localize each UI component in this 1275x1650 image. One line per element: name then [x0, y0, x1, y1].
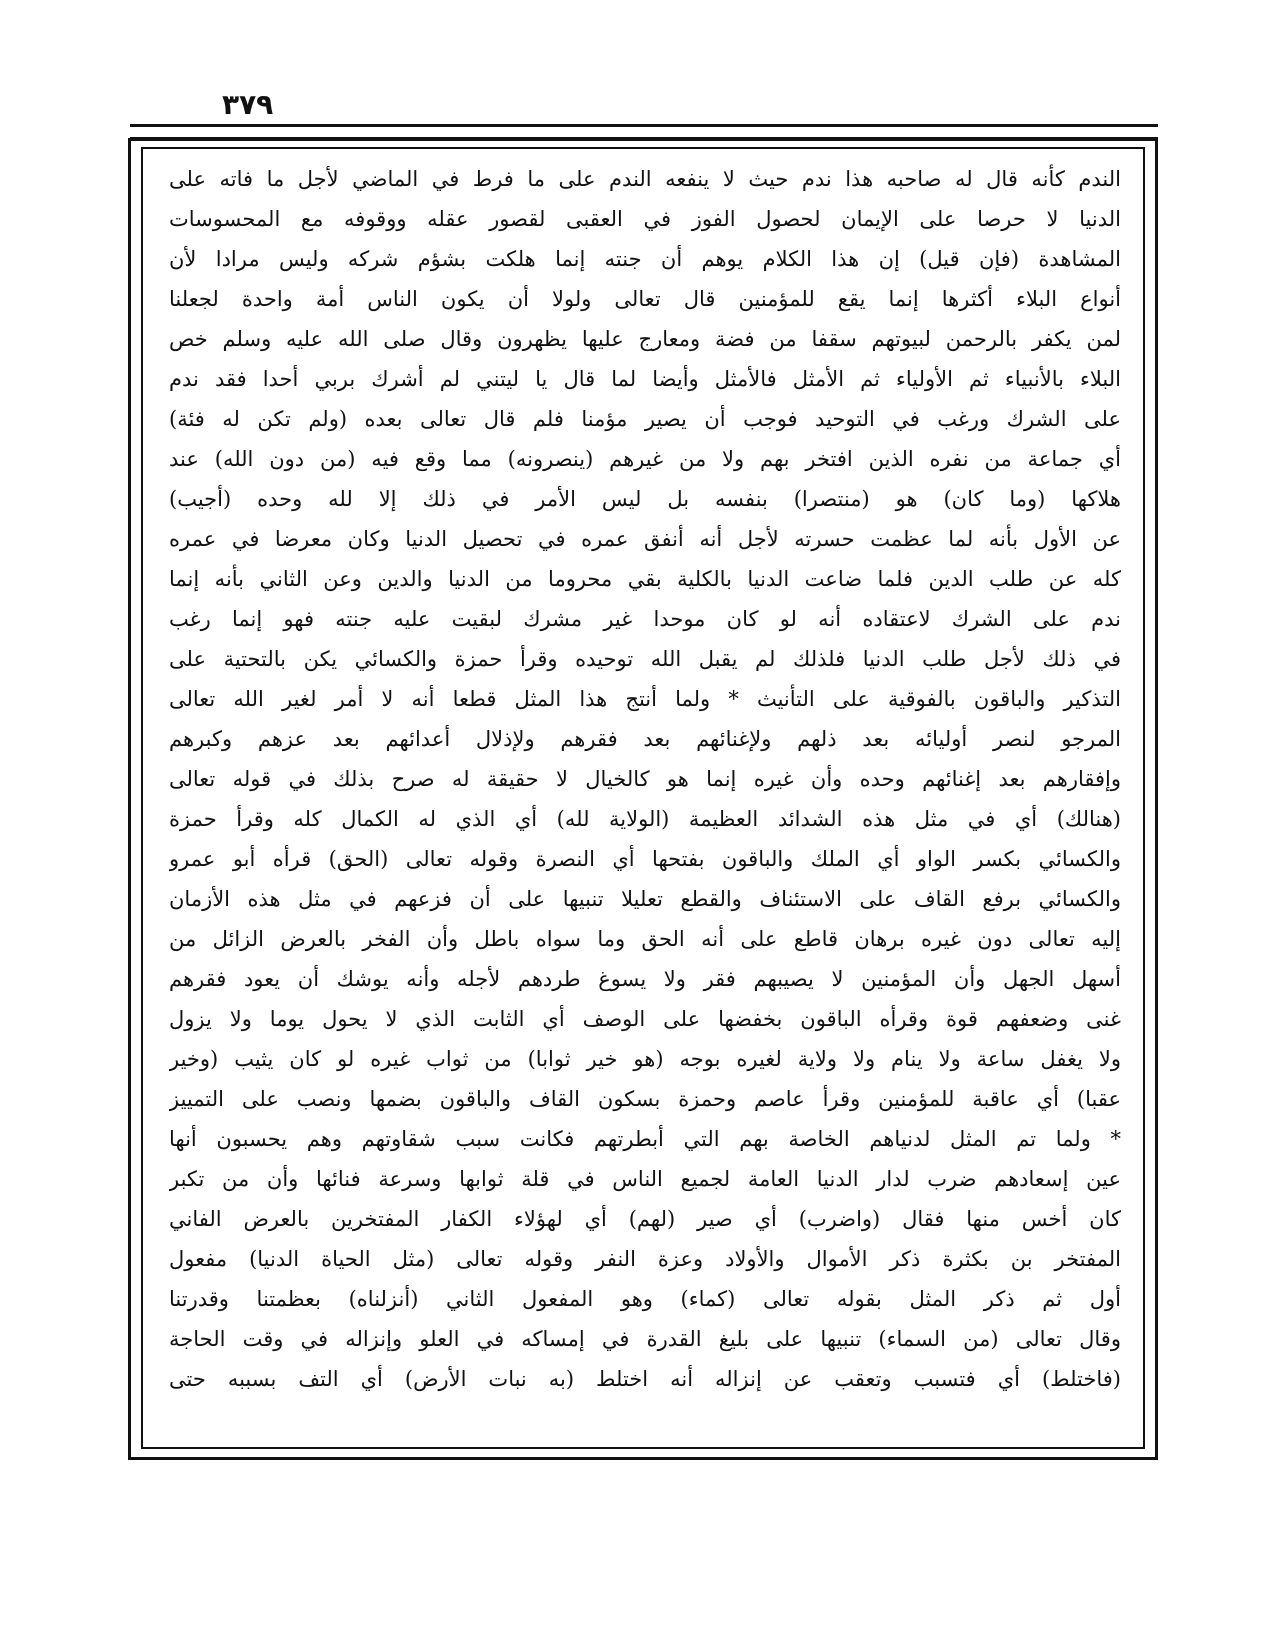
text-line: على الشرك ورغب في التوحيد فوجب أن يصير مؤمنا فلم قال تعالى بعده (ولم تكن له فئة) — [169, 407, 1121, 431]
text-line: * ولما تم المثل لدنياهم الخاصة بهم التي أبطرتهم فكانت سبب شقاوتهم وهم يحسبون أنها — [169, 1127, 1121, 1151]
text-line: المشاهدة (فإن قيل) إن هذا الكلام يوهم أن جنته إنما هلكت بشؤم شركه وليس مرادا لأن — [169, 247, 1121, 271]
text-line: أي جماعة من نفره الذين افتخر بهم ولا من غيرهم (ينصرونه) مما وقع فيه (من دون الله) عند — [169, 447, 1121, 471]
text-line: كله عن طلب الدين فلما ضاعت الدنيا بالكلية بقي محروما من الدنيا والدين وعن الثاني بأنه إنما — [169, 567, 1121, 591]
text-line: المرجو لنصر أوليائه بعد ذلهم ولإغنائهم بعد فقرهم ولإذلال أعدائهم بعد عزهم وكبرهم — [169, 727, 1121, 751]
header-rule — [130, 124, 1158, 139]
text-line: كان أخس منها فقال (واضرب) أي صير (لهم) أي لهؤلاء الكفار المفتخرين بالعرض الفاني — [169, 1207, 1121, 1231]
text-line: المفتخر بن بكثرة ذكر الأموال والأولاد وعزة النفر وقوله تعالى (مثل الحياة الدنيا) مفعول — [169, 1247, 1121, 1271]
page-frame-inner — [141, 147, 1145, 1449]
text-line: إليه تعالى دون غيره برهان قاطع على أنه الحق وما سواه باطل وأن الفخر بالعرض الزائل من — [169, 927, 1121, 951]
text-line: عقبا) أي عاقبة للمؤمنين وقرأ عاصم وحمزة بسكون القاف والباقون بضمها ونصب على التمييز — [169, 1087, 1121, 1111]
text-line: البلاء بالأنبياء ثم الأولياء ثم الأمثل فالأمثل وأيضا لما قال يا ليتني لم أشرك بربي أحدا فقد ندم — [169, 367, 1121, 391]
text-line: أسهل الجهل وأن المؤمنين لا يصيبهم فقر ولا يسوغ طردهم لأجله وأنه يوشك أن يعود فقرهم — [169, 967, 1121, 991]
text-line: الندم كأنه قال له صاحبه هذا ندم حيث لا ينفعه الندم على ما فرط في الماضي لأجل ما فاته على — [169, 167, 1121, 191]
text-line: غنى وضعفهم قوة وقرأه الباقون بخفضها على الوصف أي الثابت الذي لا يحول يوما ولا يزول — [169, 1007, 1121, 1031]
text-line: هلاكها (وما كان) هو (منتصرا) بنفسه بل ليس الأمر في ذلك إلا لله وحده (أجيب) — [169, 487, 1121, 511]
text-line: أنواع البلاء أكثرها إنما يقع للمؤمنين قال تعالى ولولا أن يكون الناس أمة واحدة لجعلنا — [169, 287, 1121, 311]
text-line: (هنالك) أي في مثل هذه الشدائد العظيمة (الولاية لله) أي الذي له الكمال كله وقرأ حمزة — [169, 807, 1121, 831]
text-line: لمن يكفر بالرحمن لبيوتهم سقفا من فضة ومعارج عليها يظهرون وقال صلى الله عليه وسلم خص — [169, 327, 1121, 351]
text-line: والكسائي برفع القاف على الاستئناف والقطع تعليلا تنبيها على أن فزعهم في مثل هذه الأزمان — [169, 887, 1121, 911]
text-line: أول ثم ذكر المثل بقوله تعالى (كماء) وهو المفعول الثاني (أنزلناه) بعظمتنا وقدرتنا — [169, 1287, 1121, 1311]
text-line: وإفقارهم بعد إغنائهم وحده وأن غيره إنما هو كالخيال لا حقيقة له صرح بذلك في قوله تعالى — [169, 767, 1121, 791]
body-text — [169, 159, 1121, 1399]
page-number: ٣٧٩ — [222, 88, 274, 121]
text-line: عن الأول بأنه لما عظمت حسرته لأجل أنه أنفق عمره في تحصيل الدنيا وكان معرضا في عمره — [169, 527, 1121, 551]
text-line: والكسائي بكسر الواو أي الملك والباقون بفتحها أي النصرة وقوله تعالى (الحق) قرأه أبو عمرو — [169, 847, 1121, 871]
text-line: التذكير والباقون بالفوقية على التأنيث * ولما أنتج هذا المثل قطعا أنه لا أمر لغير الله تعالى — [169, 687, 1121, 711]
text-line: عين إسعادهم ضرب لدار الدنيا العامة لجميع الناس في قلة ثوابها وسرعة فنائها وأن من تكبر — [169, 1167, 1121, 1191]
text-line: (فاختلط) أي فتسبب وتعقب عن إنزاله أنه اختلط (به نبات الأرض) أي التف بسببه حتى — [169, 1367, 1121, 1391]
text-line: ولا يغفل ساعة ولا ينام ولا ولاية لغيره بوجه (هو خير ثوابا) من ثواب غيره لو كان يثيب (وخير — [169, 1047, 1121, 1071]
page-frame — [128, 138, 1158, 1460]
text-line: وقال تعالى (من السماء) تنبيها على بليغ القدرة في إمساكه في العلو وإنزاله في وقت الحاجة — [169, 1327, 1121, 1351]
text-line: الدنيا لا حرصا على الإيمان لحصول الفوز في العقبى لقصور عقله ووقوفه مع المحسوسات — [169, 207, 1121, 231]
text-line: في ذلك لأجل طلب الدنيا فلذلك لم يقبل الله توحيده وقرأ حمزة والكسائي يكن بالتحتية على — [169, 647, 1121, 671]
text-line: ندم على الشرك لاعتقاده أنه لو كان موحدا غير مشرك لبقيت عليه جنته فهو إنما رغب — [169, 607, 1121, 631]
